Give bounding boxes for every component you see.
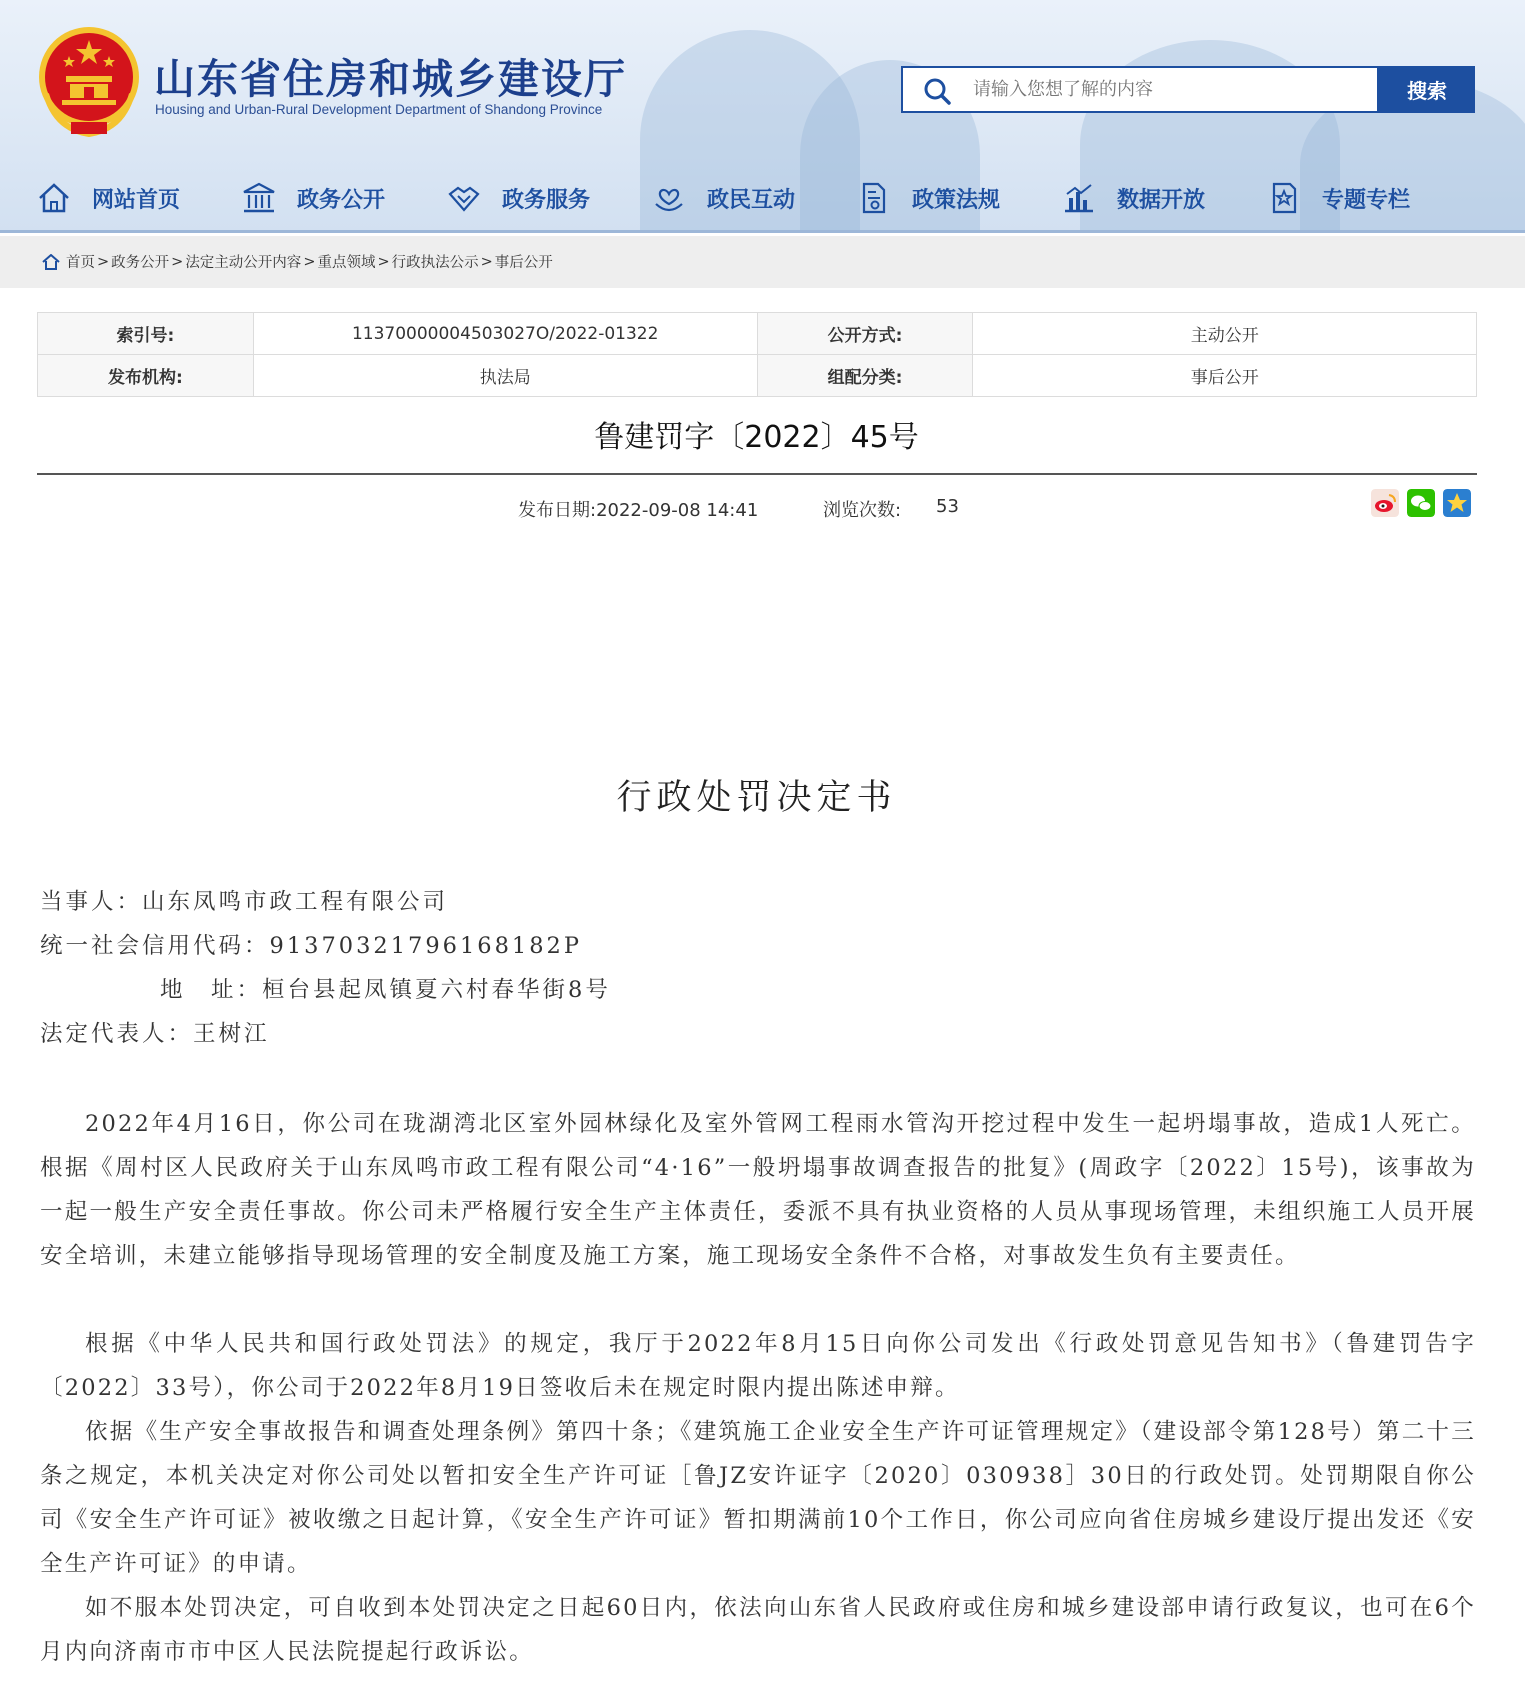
title-divider (37, 473, 1477, 475)
breadcrumb-separator: > (97, 253, 110, 270)
breadcrumb-link-home[interactable]: 首页 (66, 255, 95, 271)
national-emblem-icon[interactable] (36, 24, 142, 138)
search-icon[interactable] (923, 77, 951, 105)
body-paragraph: 根据《中华人民共和国行政处罚法》的规定，我厅于2022年8月15日向你公司发出《行政处罚意见告知书》（鲁建罚告字〔2022〕33号），你公司于2022年8月19日签收后未在规定时限内提出陈述申辩。 (40, 1331, 1476, 1401)
document-icon (856, 180, 892, 216)
star-page-icon (1266, 180, 1302, 216)
body-paragraph: 依据《生产安全事故报告和调查处理条例》第四十条；《建筑施工企业安全生产许可证管理规定》（建设部令第128号）第二十三条之规定，本机关决定对你公司处以暂扣安全生产许可证［鲁JZ安许证字〔2020〕030938］30日的行政处罚。处罚期限自你公司《安全生产许可证》被收缴之日起计算，《安全生产许可证》暂扣期满前10个工作日，你公司应向省住房城乡建设厅提出发还《安全生产许可证》的申请。 (40, 1419, 1476, 1577)
breadcrumb-separator: > (377, 253, 390, 270)
site-subtitle: Housing and Urban-Rural Development Department of Shandong Province (155, 102, 603, 117)
nav-label: 政民互动 (707, 187, 796, 213)
main-nav (0, 170, 1525, 226)
search-box (901, 66, 1379, 113)
nav-label: 政务公开 (297, 187, 386, 213)
search-input[interactable] (973, 68, 1373, 111)
breadcrumb-separator: > (303, 253, 316, 270)
org-value: 执法局 (253, 355, 757, 397)
table-row (38, 355, 1477, 397)
org-label: 发布机构: (38, 355, 254, 397)
index-value: 11370000004503027O/2022-01322 (253, 313, 757, 355)
government-building-icon (241, 180, 277, 216)
wechat-share-icon[interactable] (1407, 489, 1435, 517)
nav-item-government-affairs[interactable] (241, 170, 385, 226)
header-divider (0, 230, 1525, 233)
home-icon (36, 180, 72, 216)
nav-label: 专题专栏 (1322, 187, 1411, 213)
views-label: 浏览次数: (823, 500, 902, 521)
breadcrumb (42, 251, 553, 272)
nav-label: 网站首页 (92, 187, 181, 213)
search-button[interactable]: 搜索 (1379, 66, 1475, 113)
breadcrumb-link[interactable]: 法定主动公开内容 (185, 255, 302, 271)
handshake-icon (446, 180, 482, 216)
favorite-share-icon[interactable] (1443, 489, 1471, 517)
breadcrumb-separator: > (171, 253, 184, 270)
nav-item-policy[interactable] (856, 170, 1000, 226)
document-info-table (37, 312, 1477, 397)
publish-date: 发布日期:2022-09-08 14:41 (518, 500, 759, 521)
nav-label: 数据开放 (1117, 187, 1206, 213)
breadcrumb-link[interactable]: 行政执法公示 (391, 255, 479, 271)
nav-item-government-services[interactable] (446, 170, 590, 226)
category-label: 组配分类: (757, 355, 973, 397)
method-value: 主动公开 (973, 313, 1477, 355)
decision-title: 行政处罚决定书 (616, 778, 897, 818)
credit-code: 统一社会信用代码：91370321796168182P (40, 933, 582, 959)
party-name: 当事人：山东凤鸣市政工程有限公司 (40, 889, 449, 915)
nav-label: 政务服务 (502, 187, 591, 213)
breadcrumb-link[interactable]: 重点领域 (317, 255, 376, 271)
address: 地 址：桓台县起凤镇夏六村春华街8号 (160, 977, 611, 1003)
site-header (0, 0, 1525, 233)
nav-item-special-topics[interactable] (1266, 170, 1410, 226)
nav-label: 政策法规 (912, 187, 1001, 213)
breadcrumb-current[interactable]: 事后公开 (494, 255, 553, 271)
weibo-share-icon[interactable] (1371, 489, 1399, 517)
heart-hand-icon (651, 180, 687, 216)
home-icon (42, 254, 60, 270)
nav-item-open-data[interactable] (1061, 170, 1205, 226)
breadcrumb-link[interactable]: 政务公开 (111, 255, 170, 271)
body-paragraph: 如不服本处罚决定，可自收到本处罚决定之日起60日内，依法向山东省人民政府或住房和城乡建设部申请行政复议，也可在6个月内向济南市市中区人民法院提起行政诉讼。 (40, 1595, 1476, 1665)
site-title[interactable]: 山东省住房和城乡建设厅 (154, 55, 627, 103)
breadcrumb-separator: > (480, 253, 493, 270)
nav-item-interaction[interactable] (651, 170, 795, 226)
method-label: 公开方式: (757, 313, 973, 355)
share-buttons (1371, 489, 1471, 517)
index-label: 索引号: (38, 313, 254, 355)
bar-chart-icon (1061, 180, 1097, 216)
body-paragraph: 2022年4月16日，你公司在珑湖湾北区室外园林绿化及室外管网工程雨水管沟开挖过程中发生一起坍塌事故，造成1人死亡。根据《周村区人民政府关于山东凤鸣市政工程有限公司“4·16”一般坍塌事故调查报告的批复》(周政字〔2022〕15号)，该事故为一起一般生产安全责任事故。你公司未严格履行安全生产主体责任，委派不具有执业资格的人员从事现场管理，未组织施工人员开展安全培训，未建立能够指导现场管理的安全制度及施工方案，施工现场安全条件不合格，对事故发生负有主要责任。 (40, 1111, 1476, 1269)
nav-item-home[interactable] (36, 170, 180, 226)
views-count: 53 (936, 496, 959, 517)
category-value: 事后公开 (973, 355, 1477, 397)
legal-representative: 法定代表人：王树江 (40, 1021, 270, 1047)
breadcrumb-bar (0, 236, 1525, 288)
document-number: 鲁建罚字〔2022〕45号 (594, 420, 919, 455)
table-row (38, 313, 1477, 355)
